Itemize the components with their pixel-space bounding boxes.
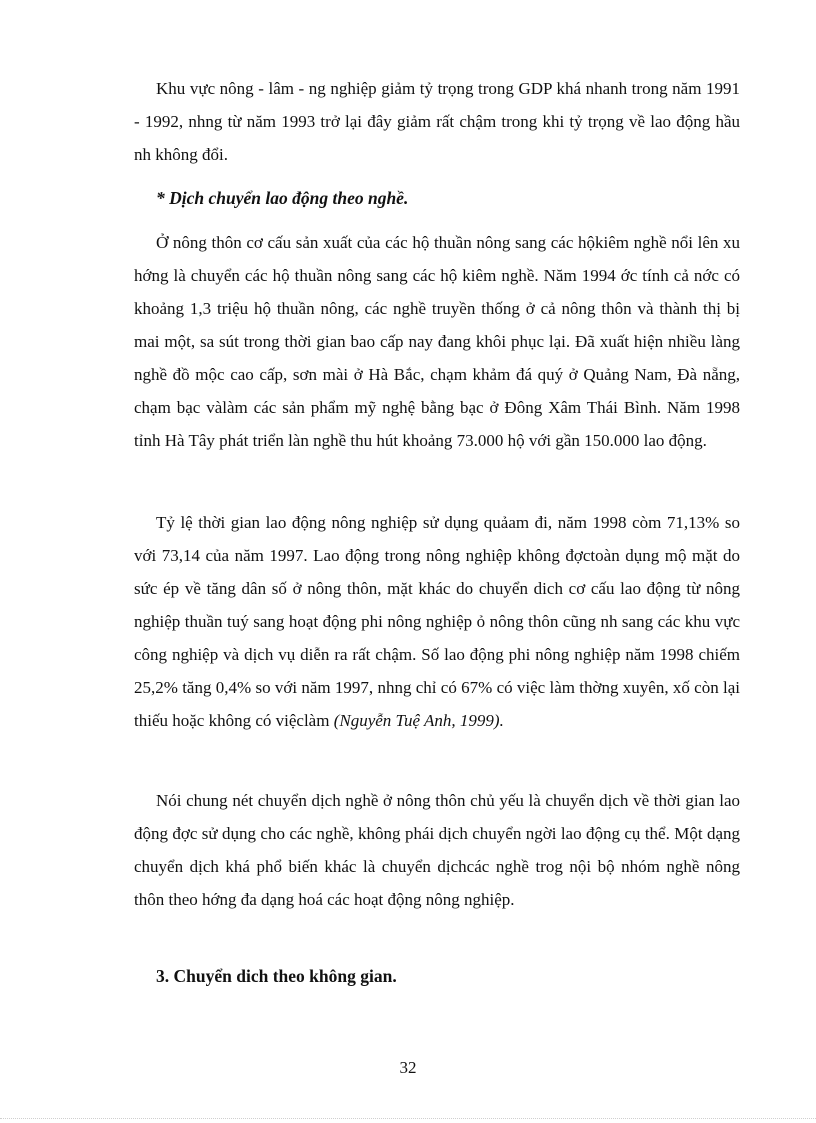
paragraph-text: Khu vực nông - lâm - ng nghiệp giảm tỷ trọng trong GDP khá nhanh trong năm 1991 - 1992, nhng từ năm 1993 trở lại đây giảm rất chậm trong khi tỷ trọng về lao động hầu nh không đổi.: [134, 79, 740, 164]
paragraph: [134, 506, 740, 737]
paragraph-text: Ở nông thôn cơ cấu sản xuất của các hộ thuần nông sang các hộkiêm nghề nổi lên xu hớng là chuyển các hộ thuần nông sang các hộ kiêm nghề. Năm 1994 ớc tính cả nớc có khoảng 1,3 triệu hộ thuần nông, các nghề truyền thống ở cả nông thôn và thành thị bị mai một, sa sút trong thời gian bao cấp nay đang khôi phục lại. Đã xuất hiện nhiều làng nghề đồ mộc cao cấp, sơn mài ở Hà Bắc, chạm khảm đá quý ở Quảng Nam, Đà nẵng, chạm bạc vàlàm các sản phẩm mỹ nghệ bằng bạc ở Đông Xâm Thái Bình. Năm 1998 tỉnh Hà Tây phát triển làn nghề thu hút khoảng 73.000 hộ với gần 150.000 lao động.: [134, 233, 740, 450]
paragraph: [134, 72, 740, 171]
page-number: 32: [399, 1058, 417, 1077]
section-heading: * Dịch chuyển lao động theo nghề.: [156, 188, 409, 208]
citation: (Nguyễn Tuệ Anh, 1999).: [333, 711, 504, 730]
paragraph: [134, 226, 740, 457]
section-heading: 3. Chuyển dich theo không gian.: [156, 966, 397, 986]
page-bottom-divider: [0, 1118, 816, 1119]
paragraph: [134, 784, 740, 916]
paragraph-text: Nói chung nét chuyển dịch nghề ở nông thôn chủ yếu là chuyển dịch về thời gian lao động đợc sử dụng cho các nghề, không phái dịch chuyển ngời lao động cụ thể. Một dạng chuyển dịch khá phổ biến khác là chuyển dịchcác nghề trog nội bộ nhóm nghề nông thôn theo hớng đa dạng hoá các hoạt động nông nghiệp.: [134, 791, 740, 909]
paragraph-body: [134, 506, 740, 737]
paragraph-text: Tỷ lệ thời gian lao động nông nghiệp sử dụng quảam đi, năm 1998 còm 71,13% so với 73,14 của năm 1997. Lao động trong nông nghiệp không đợctoàn dụng mộ mặt do sức ép về tăng dân số ở nông thôn, mặt khác do chuyển dich cơ cấu lao động từ nông nghiệp thuần tuý sang hoạt động phi nông nghiệp ỏ nông thôn cũng nh sang các khu vực công nghiệp và dịch vụ diễn ra rất chậm. Số lao động phi nông nghiệp năm 1998 chiếm 25,2% tăng 0,4% so với năm 1997, nhng chỉ có 67% có việc làm thờng xuyên, xố còn lại thiếu hoặc không có việclàm: [134, 513, 740, 730]
